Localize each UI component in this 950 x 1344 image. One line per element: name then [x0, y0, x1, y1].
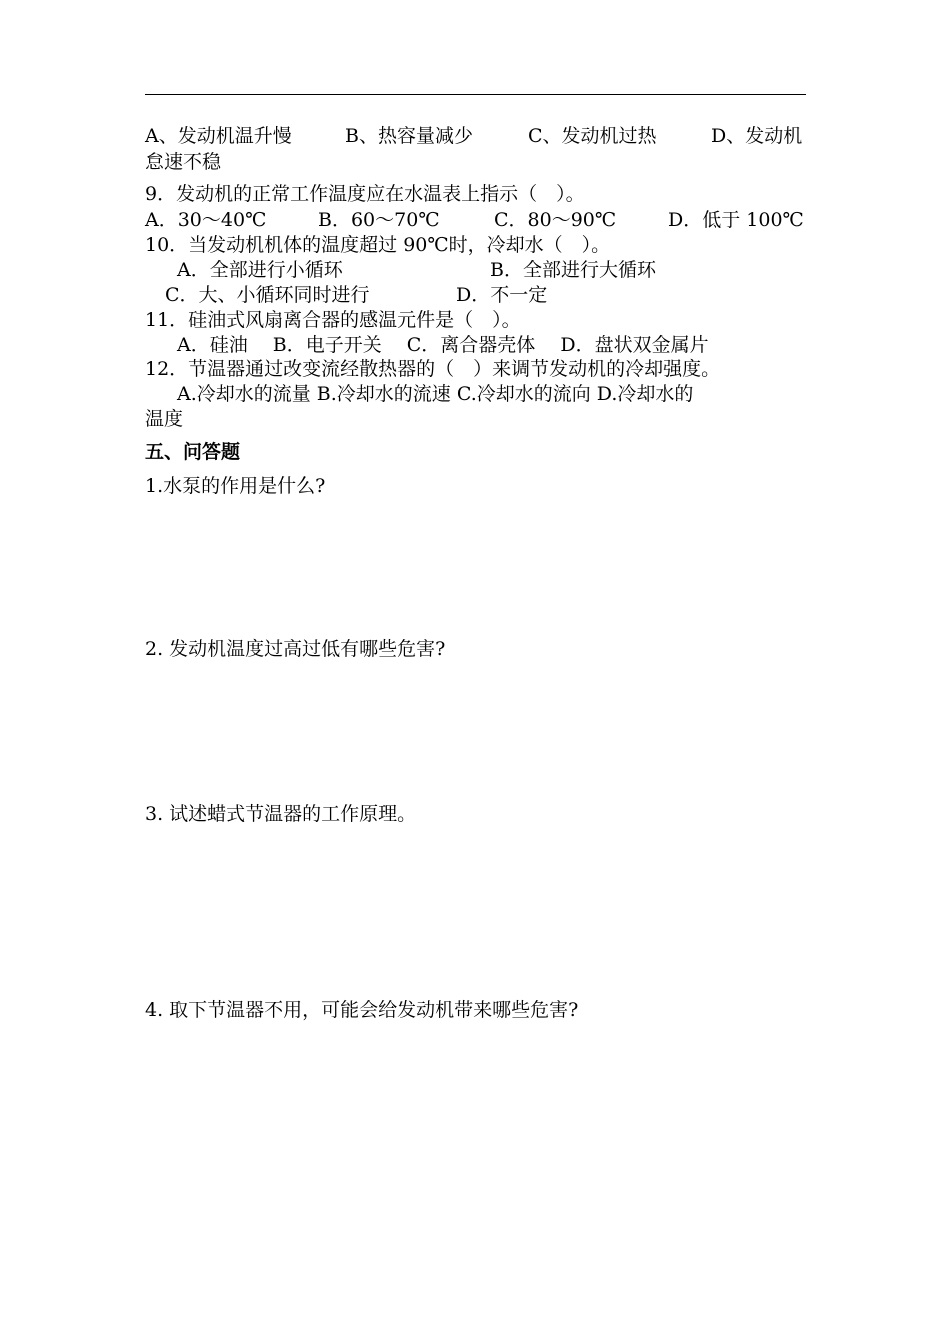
q10-option-a: A．全部进行小循环 — [177, 259, 343, 281]
essay-question-2: 2. 发动机温度过高过低有哪些危害? — [145, 638, 446, 660]
q10-option-d: D．不一定 — [456, 284, 548, 306]
q11-stem: 11．硅油式风扇离合器的感温元件是（ ）。 — [145, 309, 521, 331]
q10-option-c: C．大、小循环同时进行 — [165, 284, 370, 306]
q9-stem: 9．发动机的正常工作温度应在水温表上指示（ ）。 — [145, 183, 585, 205]
header-rule — [145, 94, 806, 95]
q12-options-continued: 温度 — [145, 408, 184, 430]
q12-options: A.冷却水的流量 B.冷却水的流速 C.冷却水的流向 D.冷却水的 — [177, 383, 694, 405]
section-heading: 五、问答题 — [145, 441, 241, 463]
q10-stem: 10．当发动机机体的温度超过 90℃时，冷却水（ ）。 — [145, 234, 611, 256]
q8-option-a: A、发动机温升慢 — [145, 125, 292, 147]
q9-option-c: C．80～90℃ — [494, 209, 617, 231]
q11-options: A．硅油 B．电子开关 C．离合器壳体 D．盘状双金属片 — [177, 334, 709, 356]
q9-option-b: B．60～70℃ — [318, 209, 440, 231]
q9-option-a: A．30～40℃ — [145, 209, 267, 231]
essay-question-3: 3. 试述蜡式节温器的工作原理。 — [145, 803, 417, 825]
q10-option-b: B．全部进行大循环 — [490, 259, 656, 281]
q8-option-b: B、热容量减少 — [345, 125, 473, 147]
q8-option-d-continued: 怠速不稳 — [145, 151, 222, 173]
q9-option-d: D．低于 100℃ — [668, 209, 804, 231]
essay-question-1: 1.水泵的作用是什么? — [145, 475, 326, 497]
q12-stem: 12．节温器通过改变流经散热器的（ ）来调节发动机的冷却强度。 — [145, 358, 721, 380]
q8-option-d: D、发动机 — [711, 125, 803, 147]
q8-option-c: C、发动机过热 — [528, 125, 657, 147]
essay-question-4: 4. 取下节温器不用，可能会给发动机带来哪些危害? — [145, 999, 579, 1021]
